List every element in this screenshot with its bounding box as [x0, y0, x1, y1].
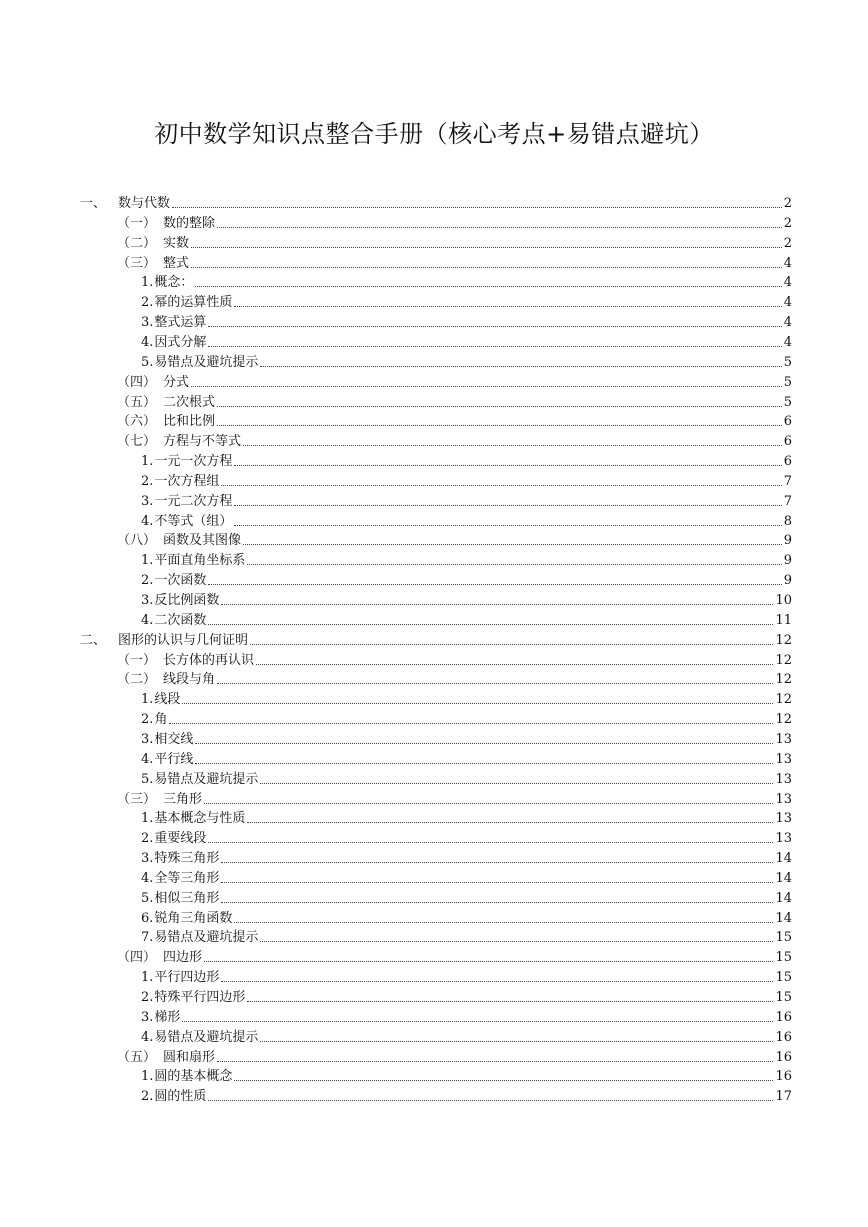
toc-entry-title: 二次根式 — [163, 394, 216, 410]
toc-entry-page: 13 — [775, 791, 792, 807]
toc-entry-title: 平行四边形 — [154, 970, 220, 986]
toc-entry-page: 9 — [783, 533, 792, 549]
toc-entry-page: 13 — [775, 831, 792, 847]
toc-entry-number: 4. — [141, 612, 154, 628]
toc-entry-title: 幂的运算性质 — [154, 295, 233, 311]
toc-entry[interactable] — [141, 847, 792, 867]
toc-entry[interactable] — [141, 907, 792, 927]
toc-entry-page: 13 — [775, 771, 792, 787]
toc-entry-number: 1. — [141, 970, 154, 986]
toc-entry-page: 7 — [783, 473, 792, 489]
toc-entry-title: 锐角三角函数 — [154, 910, 233, 926]
toc-entry-number: （一） — [117, 215, 157, 231]
toc-entry[interactable] — [117, 232, 792, 252]
toc-entry-page: 14 — [775, 910, 792, 926]
toc-entry-title: 长方体的再认识 — [163, 652, 255, 668]
toc-entry-number: （三） — [117, 255, 157, 271]
toc-dot-leader — [182, 703, 773, 704]
toc-entry-title: 一次方程组 — [154, 473, 220, 489]
toc-dot-leader — [208, 1100, 773, 1101]
toc-entry-number: 5. — [141, 890, 154, 906]
toc-dot-leader — [195, 743, 773, 744]
toc-entry-page: 14 — [775, 890, 792, 906]
toc-entry-page: 5 — [783, 354, 792, 370]
toc-entry[interactable] — [141, 569, 792, 589]
toc-entry[interactable] — [141, 450, 792, 470]
toc-dot-leader — [234, 922, 773, 923]
toc-entry-page: 14 — [775, 851, 792, 867]
toc-entry-number: 3. — [141, 731, 154, 747]
toc-entry-number: 4. — [141, 751, 154, 767]
toc-dot-leader — [256, 664, 773, 665]
toc-dot-leader — [247, 1001, 773, 1002]
toc-entry-title: 整式运算 — [154, 315, 207, 331]
toc-dot-leader — [191, 247, 782, 248]
toc-entry-number: 2. — [141, 712, 154, 728]
toc-entry-page: 14 — [775, 870, 792, 886]
toc-dot-leader — [217, 227, 782, 228]
toc-dot-leader — [221, 981, 773, 982]
toc-entry-title: 圆的基本概念 — [154, 1069, 233, 1085]
toc-entry-title: 因式分解 — [154, 334, 207, 350]
toc-dot-leader — [204, 803, 773, 804]
toc-entry-page: 16 — [775, 1069, 792, 1085]
toc-entry-page: 12 — [775, 632, 792, 648]
toc-entry-title: 易错点及避坑提示 — [154, 930, 259, 946]
toc-dot-leader — [221, 902, 773, 903]
toc-entry-page: 15 — [775, 930, 792, 946]
toc-entry-number: 6. — [141, 910, 154, 926]
toc-dot-leader — [221, 862, 773, 863]
toc-entry-number: 4. — [141, 870, 154, 886]
toc-dot-leader — [260, 1041, 773, 1042]
toc-entry-page: 2 — [783, 235, 792, 251]
toc-dot-leader — [191, 267, 782, 268]
toc-entry[interactable] — [117, 649, 792, 669]
toc-entry-page: 6 — [783, 454, 792, 470]
toc-entry-number: （二） — [117, 235, 157, 251]
toc-entry-title: 方程与不等式 — [163, 434, 242, 450]
toc-entry-title: 全等三角形 — [154, 870, 220, 886]
toc-entry-title: 反比例函数 — [154, 593, 220, 608]
toc-entry-number: 1. — [141, 454, 154, 470]
toc-entry-page: 5 — [783, 394, 792, 410]
toc-entry-number: 4. — [141, 1029, 154, 1045]
toc-entry[interactable] — [80, 629, 792, 649]
toc-entry[interactable] — [141, 490, 792, 510]
toc-entry-title: 易错点及避坑提示 — [154, 1029, 259, 1045]
toc-entry[interactable] — [117, 1046, 792, 1066]
toc-dot-leader — [221, 485, 781, 486]
toc-entry[interactable] — [141, 986, 792, 1006]
toc-dot-leader — [243, 544, 782, 545]
toc-entry-title: 一元二次方程 — [154, 493, 233, 509]
toc-entry-page: 13 — [775, 731, 792, 747]
toc-entry[interactable] — [141, 291, 792, 311]
toc-dot-leader — [217, 683, 773, 684]
toc-entry-page: 5 — [783, 374, 792, 390]
toc-entry-page: 4 — [783, 315, 792, 331]
toc-entry-page: 15 — [775, 990, 792, 1005]
toc-entry-title: 比和比例 — [163, 414, 216, 430]
toc-entry-number: 一、 — [80, 196, 107, 211]
toc-entry-title: 线段 — [154, 692, 181, 708]
toc-entry-title: 平面直角坐标系 — [154, 553, 246, 569]
toc-entry-title: 整式 — [163, 255, 190, 271]
toc-entry-title: 重要线段 — [154, 831, 207, 847]
toc-entry[interactable] — [117, 391, 792, 411]
toc-entry-title: 分式 — [163, 374, 190, 390]
toc-entry-title: 概念： — [154, 275, 194, 291]
toc-entry-number: 2. — [141, 831, 154, 847]
toc-dot-leader — [191, 386, 782, 387]
toc-dot-leader — [208, 624, 773, 625]
toc-entry-page: 12 — [775, 672, 792, 688]
toc-entry-number: （三） — [117, 791, 157, 807]
toc-entry[interactable] — [141, 827, 792, 847]
toc-dot-leader — [250, 644, 773, 645]
toc-entry[interactable] — [141, 589, 792, 609]
toc-dot-leader — [247, 564, 781, 565]
toc-dot-leader — [234, 525, 781, 526]
toc-dot-leader — [234, 1080, 773, 1081]
toc-entry[interactable] — [141, 311, 792, 331]
toc-entry-title: 基本概念与性质 — [154, 811, 246, 827]
toc-entry[interactable] — [117, 946, 792, 966]
toc-entry[interactable] — [117, 252, 792, 272]
toc-entry-number: 1. — [141, 275, 154, 291]
toc-entry-number: 1. — [141, 692, 154, 708]
toc-dot-leader — [182, 1021, 773, 1022]
toc-dot-leader — [169, 723, 773, 724]
toc-entry-page: 17 — [775, 1089, 792, 1105]
toc-entry-title: 一次函数 — [154, 573, 207, 589]
toc-entry[interactable] — [117, 410, 792, 430]
toc-entry[interactable] — [141, 867, 792, 887]
toc-dot-leader — [217, 1061, 773, 1062]
toc-entry[interactable] — [141, 887, 792, 907]
toc-entry-page: 2 — [783, 196, 792, 211]
toc-dot-leader — [221, 882, 773, 883]
toc-entry-page: 16 — [775, 1049, 792, 1065]
toc-entry[interactable] — [141, 1085, 792, 1105]
toc-entry-page: 11 — [775, 612, 792, 628]
toc-dot-leader — [260, 783, 773, 784]
toc-entry-page: 9 — [783, 573, 792, 589]
toc-entry-title: 特殊平行四边形 — [154, 990, 246, 1005]
toc-entry-number: 3. — [141, 493, 154, 509]
toc-entry-page: 16 — [775, 1009, 792, 1025]
toc-dot-leader — [234, 465, 781, 466]
toc-entry[interactable] — [117, 212, 792, 232]
document-title: 初中数学知识点整合手册（核心考点+易错点避坑） — [154, 120, 714, 148]
toc-entry-number: 2. — [141, 473, 154, 489]
toc-entry[interactable] — [141, 271, 792, 291]
toc-entry[interactable] — [117, 788, 792, 808]
toc-entry-title: 三角形 — [163, 791, 203, 807]
toc-entry[interactable] — [141, 688, 792, 708]
toc-entry-title: 实数 — [163, 235, 190, 251]
toc-entry-title: 平行线 — [154, 751, 194, 767]
toc-entry-number: 2. — [141, 990, 154, 1005]
toc-dot-leader — [260, 941, 773, 942]
toc-entry-page: 6 — [783, 414, 792, 430]
toc-dot-leader — [172, 207, 782, 208]
toc-dot-leader — [195, 763, 773, 764]
toc-entry[interactable] — [141, 966, 792, 986]
toc-entry-page: 13 — [775, 751, 792, 767]
toc-entry[interactable] — [117, 668, 792, 688]
toc-dot-leader — [217, 425, 782, 426]
toc-entry-number: （一） — [117, 652, 157, 668]
toc-entry-number: 2. — [141, 295, 154, 311]
toc-entry-number: 1. — [141, 1069, 154, 1085]
toc-entry-page: 12 — [775, 692, 792, 708]
toc-entry-page: 16 — [775, 1029, 792, 1045]
toc-entry-title: 相似三角形 — [154, 890, 220, 906]
toc-entry-title: 易错点及避坑提示 — [154, 771, 259, 787]
toc-entry-page: 12 — [775, 712, 792, 728]
toc-entry[interactable] — [117, 430, 792, 450]
toc-entry-number: （五） — [117, 394, 157, 410]
toc-entry-page: 15 — [775, 970, 792, 986]
toc-entry-page: 2 — [783, 215, 792, 231]
toc-dot-leader — [204, 961, 773, 962]
toc-dot-leader — [260, 366, 781, 367]
toc-dot-leader — [247, 822, 773, 823]
toc-entry[interactable] — [141, 1026, 792, 1046]
toc-entry[interactable] — [141, 1006, 792, 1026]
toc-entry-number: （六） — [117, 414, 157, 430]
toc-dot-leader — [234, 505, 781, 506]
toc-entry-number: 3. — [141, 315, 154, 331]
toc-entry[interactable] — [141, 748, 792, 768]
toc-entry-page: 10 — [775, 593, 792, 608]
toc-entry[interactable] — [80, 192, 792, 212]
toc-entry[interactable] — [141, 926, 792, 946]
toc-dot-leader — [221, 604, 773, 605]
toc-entry-number: （四） — [117, 950, 157, 966]
toc-entry[interactable] — [141, 728, 792, 748]
toc-entry-title: 角 — [154, 712, 168, 728]
toc-entry-page: 12 — [775, 652, 792, 668]
toc-dot-leader — [234, 306, 781, 307]
toc-entry-title: 四边形 — [163, 950, 203, 966]
toc-entry-number: 2. — [141, 573, 154, 589]
toc-entry-number: （七） — [117, 434, 157, 450]
toc-entry[interactable] — [141, 331, 792, 351]
toc-entry-title: 梯形 — [154, 1009, 181, 1025]
toc-entry-number: 4. — [141, 513, 154, 529]
toc-entry-title: 数与代数 — [118, 196, 171, 211]
toc-entry-number: 3. — [141, 1009, 154, 1025]
toc-entry[interactable] — [141, 708, 792, 728]
toc-entry[interactable] — [117, 529, 792, 549]
toc-entry-page: 4 — [783, 295, 792, 311]
toc-entry-title: 数的整除 — [163, 215, 216, 231]
toc-entry[interactable] — [141, 807, 792, 827]
toc-dot-leader — [208, 584, 781, 585]
toc-entry-title: 图形的认识与几何证明 — [118, 632, 249, 648]
toc-entry-number: 1. — [141, 811, 154, 827]
toc-entry-number: （八） — [117, 533, 157, 549]
toc-entry-page: 15 — [775, 950, 792, 966]
toc-entry[interactable] — [141, 510, 792, 530]
toc-dot-leader — [208, 326, 781, 327]
toc-entry-title: 特殊三角形 — [154, 851, 220, 867]
toc-entry-page: 13 — [775, 811, 792, 827]
toc-entry-number: 2. — [141, 1089, 154, 1105]
toc-dot-leader — [243, 445, 782, 446]
toc-entry-number: （五） — [117, 1049, 157, 1065]
toc-entry-number: 二、 — [80, 632, 107, 648]
toc-entry[interactable] — [141, 609, 792, 629]
toc-entry-number: 5. — [141, 771, 154, 787]
toc-entry-page: 4 — [783, 275, 792, 291]
toc-entry-title: 圆的性质 — [154, 1089, 207, 1105]
toc-entry-number: （四） — [117, 374, 157, 390]
toc-entry-title: 一元一次方程 — [154, 454, 233, 470]
toc-entry-number: 3. — [141, 851, 154, 867]
toc-entry-number: 5. — [141, 354, 154, 370]
toc-entry[interactable] — [141, 768, 792, 788]
toc-entry-title: 相交线 — [154, 731, 194, 747]
toc-entry-number: 3. — [141, 593, 154, 608]
toc-entry-page: 4 — [783, 334, 792, 350]
toc-entry-title: 函数及其图像 — [163, 533, 242, 549]
toc-dot-leader — [208, 842, 773, 843]
toc-entry-page: 8 — [783, 513, 792, 529]
toc-entry-title: 易错点及避坑提示 — [154, 354, 259, 370]
toc-dot-leader — [208, 346, 781, 347]
toc-entry-number: 7. — [141, 930, 154, 946]
toc-entry-title: 不等式（组） — [154, 513, 233, 529]
toc-entry-page: 9 — [783, 553, 792, 569]
toc-entry-page: 4 — [783, 255, 792, 271]
toc-entry-title: 圆和扇形 — [163, 1049, 216, 1065]
toc-entry[interactable] — [117, 371, 792, 391]
toc-entry-number: 4. — [141, 334, 154, 350]
toc-entry[interactable] — [141, 351, 792, 371]
toc-entry-page: 6 — [783, 434, 792, 450]
toc-entry-number: （二） — [117, 672, 157, 688]
toc-entry[interactable] — [141, 549, 792, 569]
toc-dot-leader — [195, 286, 781, 287]
toc-entry-page: 7 — [783, 493, 792, 509]
toc-entry[interactable] — [141, 470, 792, 490]
toc-entry-title: 二次函数 — [154, 612, 207, 628]
toc-entry-number: 1. — [141, 553, 154, 569]
toc-entry[interactable] — [141, 1065, 792, 1085]
toc-dot-leader — [217, 406, 782, 407]
toc-entry-title: 线段与角 — [163, 672, 216, 688]
